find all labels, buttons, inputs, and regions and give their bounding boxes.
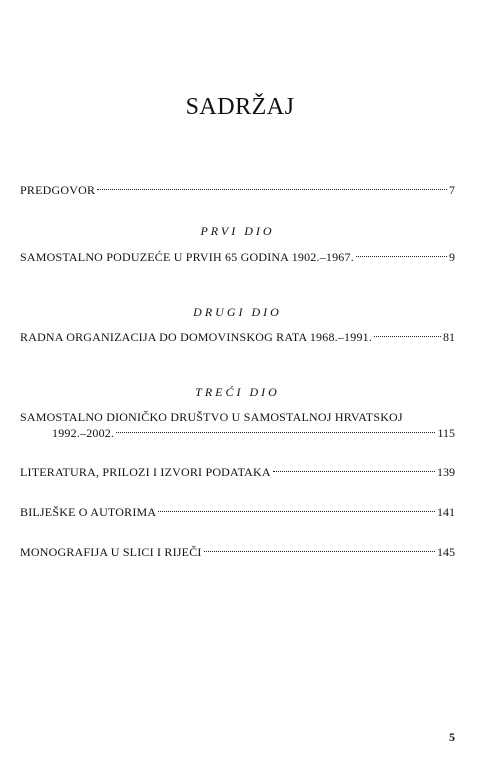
page-number: 5 <box>449 730 455 744</box>
toc-entry-page: 141 <box>437 505 455 519</box>
toc-entry-part2 <box>20 329 455 345</box>
toc-entry-label-line2: 1992.–2002. <box>52 426 115 440</box>
toc-entry-predgovor <box>20 182 455 198</box>
toc-entry-page: 139 <box>437 465 455 479</box>
toc-entry-label: PREDGOVOR <box>20 183 96 197</box>
dot-leader <box>116 432 435 433</box>
toc-entry-label: LITERATURA, PRILOZI I IZVORI PODATAKA <box>20 465 271 479</box>
toc-entry-page: 9 <box>449 250 455 264</box>
toc-entry-page: 81 <box>443 330 455 344</box>
toc-entry-part3 <box>20 409 455 441</box>
dot-leader <box>356 256 447 257</box>
toc-entry-monografija <box>20 544 455 560</box>
dot-leader <box>374 336 441 337</box>
toc-entry-label: RADNA ORGANIZACIJA DO DOMOVINSKOG RATA 1968.–1991. <box>20 330 373 344</box>
part-heading-1: PRVI DIO <box>200 224 275 238</box>
toc-entry-label: MONOGRAFIJA U SLICI I RIJEČI <box>20 545 202 559</box>
toc-entry-page: 7 <box>449 183 455 197</box>
dot-leader <box>204 551 435 552</box>
dot-leader <box>273 471 435 472</box>
toc-entry-label-line1: SAMOSTALNO DIONIČKO DRUŠTVO U SAMOSTALNOJ HRVATSKOJ <box>20 410 403 424</box>
toc-entry-label: BILJEŠKE O AUTORIMA <box>20 505 157 519</box>
toc-entry-label: SAMOSTALNO PODUZEĆE U PRVIH 65 GODINA 1902.–1967. <box>20 250 354 264</box>
toc-entry-page: 115 <box>437 426 455 440</box>
dot-leader <box>97 189 447 190</box>
toc-entry-biljeske <box>20 504 455 520</box>
toc-entry-page: 145 <box>437 545 455 559</box>
page-title: SADRŽAJ <box>185 94 295 120</box>
part-heading-2: DRUGI DIO <box>193 305 282 319</box>
dot-leader <box>158 511 435 512</box>
toc-entry-part1 <box>20 249 455 265</box>
part-heading-3: TREĆI DIO <box>195 385 280 399</box>
toc-entry-literatura <box>20 464 455 480</box>
